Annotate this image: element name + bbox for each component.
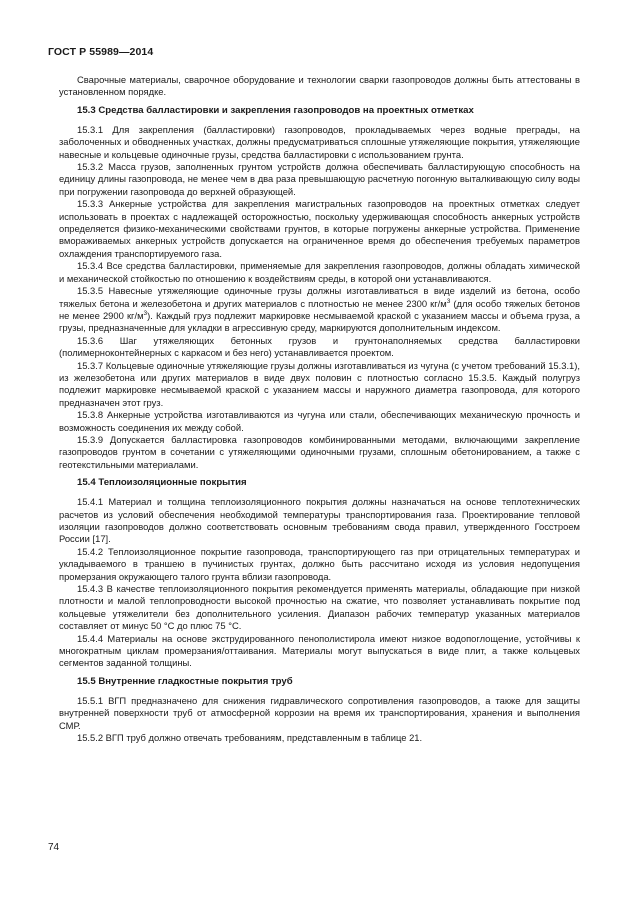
- paragraph-15-3-1: 15.3.1 Для закрепления (балластировки) газопроводов, прокладываемых через водные преграды, на заболоченных и обводненных участках, должны предусматриваться сплошные утяжеляющие покрытия, утяжеляющие навесные и кольцевые одиночные грузы, средства балластировки с использованием грунта.: [59, 123, 580, 160]
- paragraph-15-3-9: 15.3.9 Допускается балластировка газопроводов комбинированными методами, включающими закрепление газопроводов грунтом в сочетании с утяжеляющими одиночными грузами, сплошным обетонированием, а также с геотекстильными материалами.: [59, 433, 580, 470]
- section-heading-15-3: 15.3 Средства балластировки и закрепления газопроводов на проектных отметках: [77, 104, 474, 116]
- paragraph-15-4-3: 15.4.3 В качестве теплоизоляционного покрытия рекомендуется применять материалы, обладающие при низкой плотности и малой теплопроводности высокой прочностью на сжатие, что позволяет устанавливать покрытие под кольцевые утяжелители без дополнительного усиления. Диапазон рабочих температур указанных материалов составляет от минус 50 °С до плюс 75 °С.: [59, 583, 580, 632]
- page-number: 74: [48, 842, 60, 853]
- section-heading-15-5: 15.5 Внутренние гладкостные покрытия труб: [77, 675, 293, 687]
- paragraph-15-4-2: 15.4.2 Теплоизоляционное покрытие газопровода, транспортирующего газ при отрицательных температурах и укладываемого в траншею в пучинистых грунтах, должно быть рассчитано исходя из условия недопущения промерзания окружающего талого грунта вблизи газопровода.: [59, 545, 580, 582]
- paragraph-15-3-3: 15.3.3 Анкерные устройства для закрепления магистральных газопроводов на проектных отметках следует использовать в проектах с надлежащей осторожностью, поскольку удерживающая способность анкерных устройств определяется физико-механическими свойствами грунтов, в которые погружены анкерные устройства. Применение вмораживаемых анкерных устройств допускается на ограниченное время до обеспечения требуемых параметров охлаждения транспортируемого газа.: [59, 198, 580, 259]
- superscript-3: 3: [143, 309, 148, 317]
- section-heading-15-4: 15.4 Теплоизоляционные покрытия: [77, 477, 247, 489]
- paragraph-15-5-2: 15.5.2 ВГП труб должно отвечать требованиям, представленным в таблице 21.: [77, 732, 423, 744]
- intro-paragraph: Сварочные материалы, сварочное оборудование и технологии сварки газопроводов должны быть аттестованы в установленном порядке.: [59, 74, 580, 98]
- document-body: [59, 74, 580, 745]
- paragraph-15-3-8: 15.3.8 Анкерные устройства изготавливаются из чугуна или стали, обеспечивающих механическую прочность и возможность соединения их между собой.: [59, 409, 580, 433]
- paragraph-15-3-5: [59, 285, 580, 335]
- superscript-3: 3: [446, 297, 451, 305]
- paragraph-15-3-7: 15.3.7 Кольцевые одиночные утяжеляющие грузы должны изготавливаться из чугуна (с учетом требований 15.3.1), из железобетона или других материалов в виде двух половин с плотностью согласно 15.3.5. Каждый полугруз подлежит маркировке несмываемой краской с указанием массы и наружного диаметра газопровода, для которого предназначен этот груз.: [59, 359, 580, 408]
- paragraph-15-3-5-part-c: ). Каждый груз подлежит маркировке несмываемой краской с указанием массы и объема груза, а грузы, предназначенные для укладки в агрессивную среду, маркируются дополнительным индексом.: [59, 309, 580, 334]
- paragraph-15-3-2: 15.3.2 Масса грузов, заполненных грунтом устройств должна обеспечивать балластирующую способность на единицу длины газопровода, не менее чем в два раза превышающую расчетную погонную выталкивающую силу воды при погружении газопровода до верхней образующей.: [59, 161, 580, 197]
- paragraph-15-4-4: 15.4.4 Материалы на основе экструдированного пенополистирола имеют низкое водопоглощение, устойчивы к многократным циклам промерзания/оттаивания. Материалы могут выпускаться в виде плит, а также кольцевых сегментов заданной толщины.: [59, 632, 580, 669]
- paragraph-15-3-4: 15.3.4 Все средства балластировки, применяемые для закрепления газопроводов, должны обладать химической и механической стойкостью по отношению к воздействиям среды, в которой они устанавливаются.: [59, 260, 580, 284]
- paragraph-15-5-1: 15.5.1 ВГП предназначено для снижения гидравлического сопротивления газопроводов, а также для защиты внутренней поверхности труб от атмосферной коррозии на время их транспортирования, хранения и выполнения СМР.: [59, 694, 580, 731]
- document-code-header: ГОСТ Р 55989—2014: [48, 46, 154, 58]
- paragraph-15-3-6: 15.3.6 Шаг утяжеляющих бетонных грузов и грунтонаполняемых средства балластировки (полимерноконтейнерных с каркасом и без него) устанавливается проектом.: [59, 334, 580, 359]
- paragraph-15-3-5-part-b: (для особо тяжелых бетонов не менее 2900 кг/м: [59, 297, 580, 321]
- paragraph-15-4-1: 15.4.1 Материал и толщина теплоизоляционного покрытия должны назначаться на основе теплотехнических расчетов из условий обеспечения необходимой температуры транспортирования газа. Проектирование тепловой изоляции газопроводов должно соответствовать основным требованиям свода правил, утвержденного Госстроем России [17].: [59, 496, 580, 545]
- paragraph-15-3-5-part-a: 15.3.5 Навесные утяжеляющие одиночные грузы должны изготавливаться в виде изделий из бетона, особо тяжелых бетона и железобетона и других материалов с плотностью не менее 2300 кг/м: [59, 285, 580, 309]
